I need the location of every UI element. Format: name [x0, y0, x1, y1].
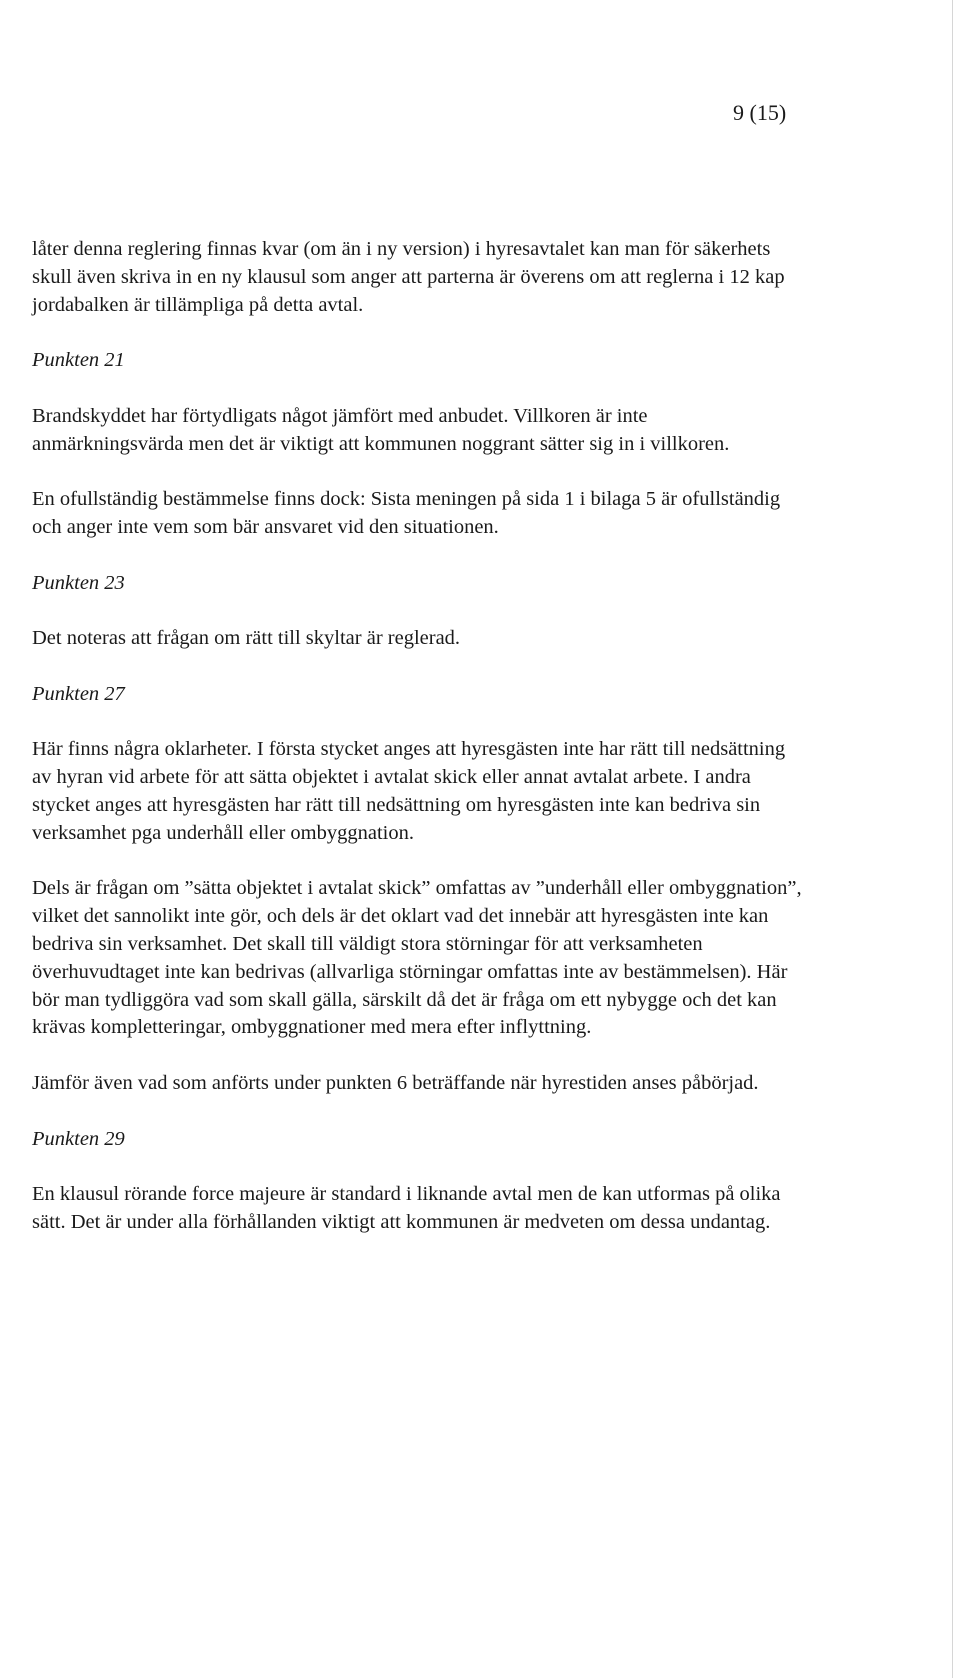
- page-number: 9 (15): [733, 100, 787, 125]
- paragraph-avtalat-skick: Dels är frågan om ”sätta objektet i avtalat skick” omfattas av ”underhåll eller ombyggnation”, vilket det sannolikt inte gör, och dels är det oklart vad det innebär att hyresgästen inte kan bedriva sin verksamhet. Det skall till väldigt stora störningar för att verksamheten överhuvudtaget inte kan bedrivas (allvarliga störningar omfattas inte av bestämmelsen). Här bör man tydliggöra vad som skall gälla, särskilt då det är fråga om ett nybygge och det kan krävas kompletteringar, ombyggnationer med mera efter inflyttning.: [32, 877, 802, 1039]
- paragraph-continuation: låter denna reglering finnas kvar (om än i ny version) i hyresavtalet kan man för säkerhets skull även skriva in en ny klausul som anger att parterna är överens om att reglerna i 12 kap jordabalken är tillämpliga på detta avtal.: [32, 238, 785, 316]
- section-heading-punkten-27: Punkten 27: [32, 682, 125, 705]
- section-heading-punkten-23: Punkten 23: [32, 571, 125, 594]
- document-body: [32, 236, 802, 1237]
- paragraph-oklarheter: Här finns några oklarheter. I första stycket anges att hyresgästen inte har rätt till nedsättning av hyran vid arbete för att sätta objektet i avtalat skick eller annat avtalat arbete. I andra stycket anges att hyresgästen har rätt till nedsättning om hyresgästen inte kan bedriva sin verksamhet pga underhåll eller ombyggnation.: [32, 738, 786, 844]
- section-heading-punkten-21: Punkten 21: [32, 349, 125, 372]
- paragraph-brandskydd: Brandskyddet har förtydligats något jämfört med anbudet. Villkoren är inte anmärkningsvärda men det är viktigt att kommunen noggrant sätter sig in i villkoren.: [32, 404, 730, 455]
- paragraph-force-majeure: En klausul rörande force majeure är standard i liknande avtal men de kan utformas på olika sätt. Det är under alla förhållanden viktigt att kommunen är medveten om dessa undantag.: [32, 1183, 781, 1233]
- paragraph-ofullstandig-bestammelse: En ofullständig bestämmelse finns dock: Sista meningen på sida 1 i bilaga 5 är ofullständig och anger inte vem som bär ansvaret vid den situationen.: [32, 488, 781, 538]
- paragraph-skyltar: Det noteras att frågan om rätt till skyltar är reglerad.: [32, 627, 461, 650]
- section-heading-punkten-29: Punkten 29: [32, 1127, 125, 1150]
- paragraph-hyrestiden: Jämför även vad som anförts under punkten 6 beträffande när hyrestiden anses påbörjad.: [32, 1071, 759, 1094]
- page-edge-line: [952, 0, 953, 1678]
